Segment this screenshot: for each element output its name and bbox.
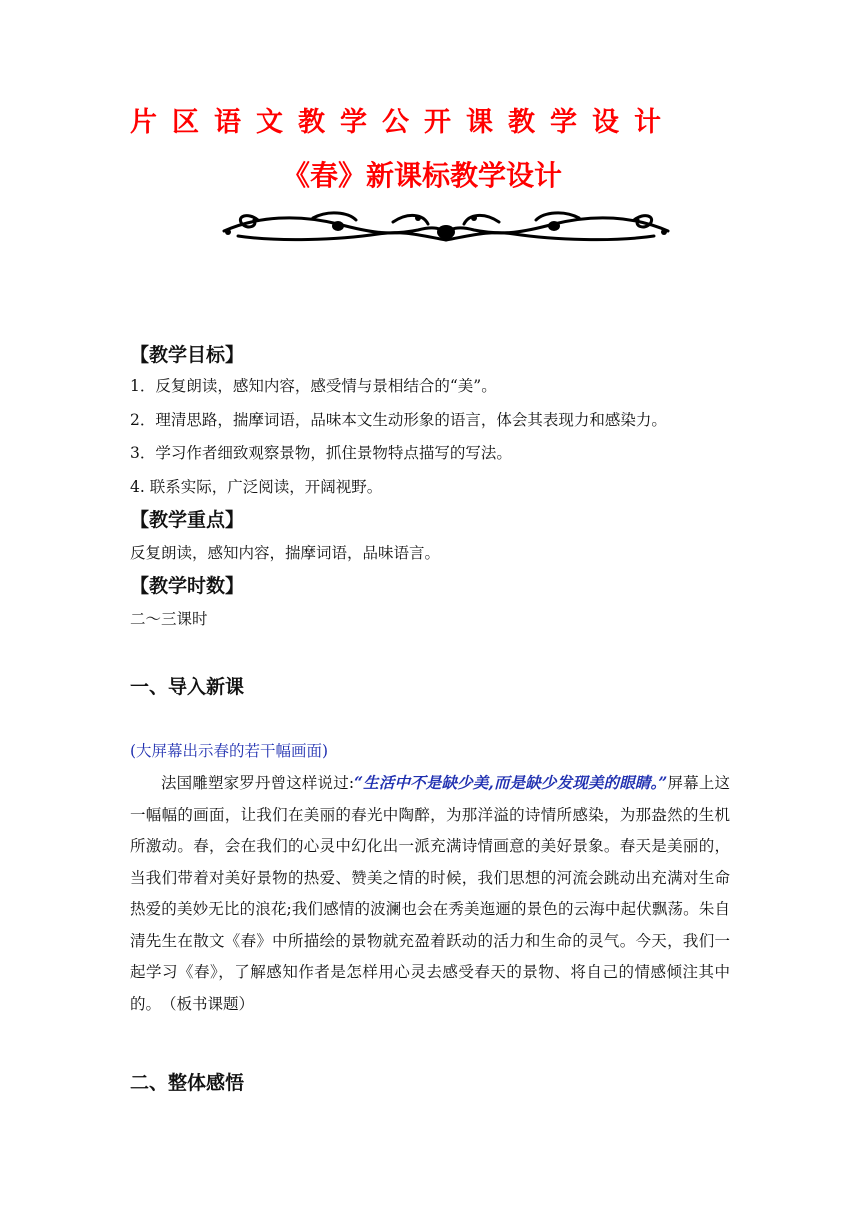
section-heading-goals: 【教学目标】	[130, 344, 245, 366]
goal-item: 1．反复朗读，感知内容，感受情与景相结合的“美”。	[130, 377, 497, 395]
periods-text: 二～三课时	[130, 610, 208, 628]
district-title: 片区语文教学公开课教学设计	[130, 107, 676, 138]
chapter-heading-overview: 二、整体感悟	[130, 1072, 245, 1094]
intro-paragraph	[130, 767, 730, 1020]
focus-text: 反复朗读，感知内容，揣摩词语，品味语言。	[130, 544, 441, 562]
chapter-heading-intro: 一、导入新课	[130, 676, 245, 698]
screen-caption: (大屏幕出示春的若干幅画面)	[130, 742, 329, 760]
intro-lead-text: 法国雕塑家罗丹曾这样说过:	[161, 774, 355, 792]
goal-item: 2．理清思路，揣摩词语，品味本文生动形象的语言，体会其表现力和感染力。	[130, 411, 667, 429]
intro-body-text: 屏幕上这一幅幅的画面，让我们在美丽的春光中陶醉，为那洋溢的诗情所感染，为那盎然的生机所激动。春，会在我们的心灵中幻化出一派充满诗情画意的美好景象。春天是美丽的，当我们带着对美好景物的热爱、赞美之情的时候，我们思想的河流会跳动出充满对生命热爱的美妙无比的浪花;我们感情的波澜也会在秀美迤逦的景色的云海中起伏飘荡。朱自清先生在散文《春》中所描绘的景物就充盈着跃动的活力和生命的灵气。今天，我们一起学习《春》，了解感知作者是怎样用心灵去感受春天的景物、将自己的情感倾注其中的。 （板书课题）	[130, 774, 730, 1013]
ornament-divider-icon	[218, 206, 674, 246]
goal-item: 3．学习作者细致观察景物，抓住景物特点描写的写法。	[130, 444, 512, 462]
section-heading-periods: 【教学时数】	[130, 575, 245, 597]
rodin-quote: “生活中不是缺少美,而是缺少发现美的眼睛。”	[354, 773, 668, 792]
section-heading-focus: 【教学重点】	[130, 509, 245, 531]
goal-item: 4. 联系实际，广泛阅读，开阔视野。	[130, 478, 383, 496]
document-title: 《春》新课标教学设计	[282, 159, 563, 192]
